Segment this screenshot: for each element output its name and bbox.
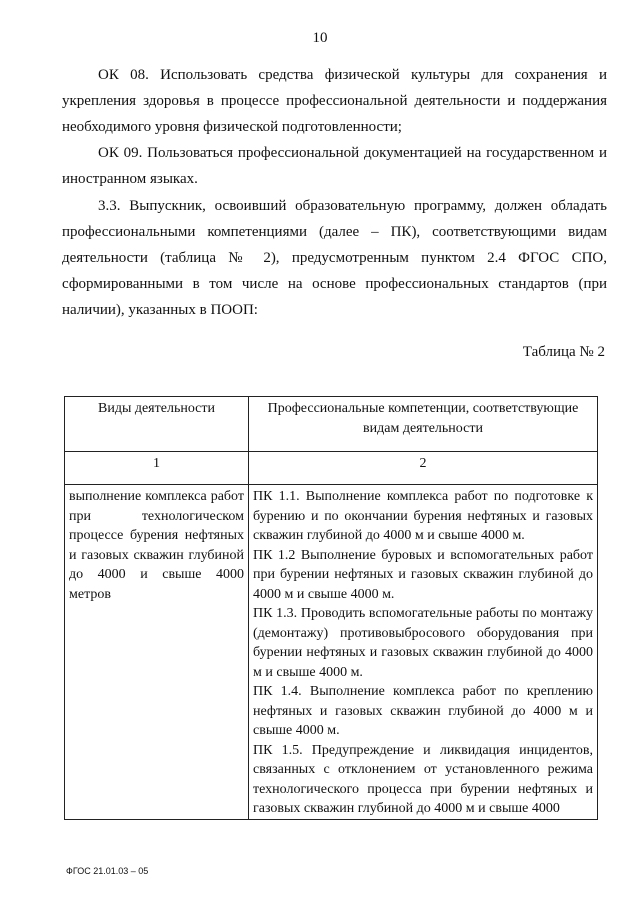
header-activity: Виды деятельности [65,397,249,452]
competency-pk-1-5: ПК 1.5. Предупреждение и ликвидация инцидентов, связанных с отклонением от установленного режима технологического процесса при бурении нефтяных и газовых скважин глубиной до 4000 м и свыше 4000 [253,742,593,816]
footer-code: ФГОС 21.01.03 – 05 [66,866,149,876]
table-caption: Таблица № 2 [522,344,605,360]
paragraph-ok08: ОК 08. Использовать средства физической культуры для сохранения и укрепления здоровья в процессе профессиональной деятельности и поддержания необходимого уровня физической подготовленности; [62,67,607,135]
table-row [65,485,598,820]
column-number-2: 2 [249,452,598,485]
table-number-row [65,452,598,485]
column-number-1: 1 [65,452,249,485]
page-number: 10 [312,30,328,46]
paragraph-ok09: ОК 09. Пользоваться профессиональной документацией на государственном и иностранном языках. [62,145,607,187]
competency-pk-1-3: ПК 1.3. Проводить вспомогательные работы по монтажу (демонтажу) противовыбросового оборудования при бурении нефтяных и газовых скважин глубиной до 4000 м и свыше 4000 м. [253,606,593,680]
header-competencies: Профессиональные компетенции, соответствующие видам деятельности [249,397,598,452]
competency-pk-1-1: ПК 1.1. Выполнение комплекса работ по подготовке к бурению и по окончании бурения нефтяных и газовых скважин глубиной до 4000 м и свыше 4000 м. [253,489,593,543]
competency-pk-1-2: ПК 1.2 Выполнение буровых и вспомогательных работ при бурении нефтяных и газовых скважин глубиной до 4000 м и свыше 4000 м. [253,547,593,602]
paragraph-3-3: 3.3. Выпускник, освоивший образовательную программу, должен обладать профессиональными компетенциями (далее – ПК), соответствующими видам деятельности (таблица № 2), предусмотренным пунктом 2.4 ФГОС СПО, сформированными в том числе на основе профессиональных стандартов (при наличии), указанных в ПООП: [62,198,607,318]
competencies-table [64,396,598,820]
activity-cell: выполнение комплекса работ при технологическом процессе бурения нефтяных и газовых скважин глубиной до 4000 и свыше 4000 метров [65,485,249,820]
competencies-cell [249,485,598,820]
competency-pk-1-4: ПК 1.4. Выполнение комплекса работ по креплению нефтяных и газовых скважин глубиной до 4000 м и свыше 4000 м. [253,684,593,738]
table-header-row [65,397,598,452]
